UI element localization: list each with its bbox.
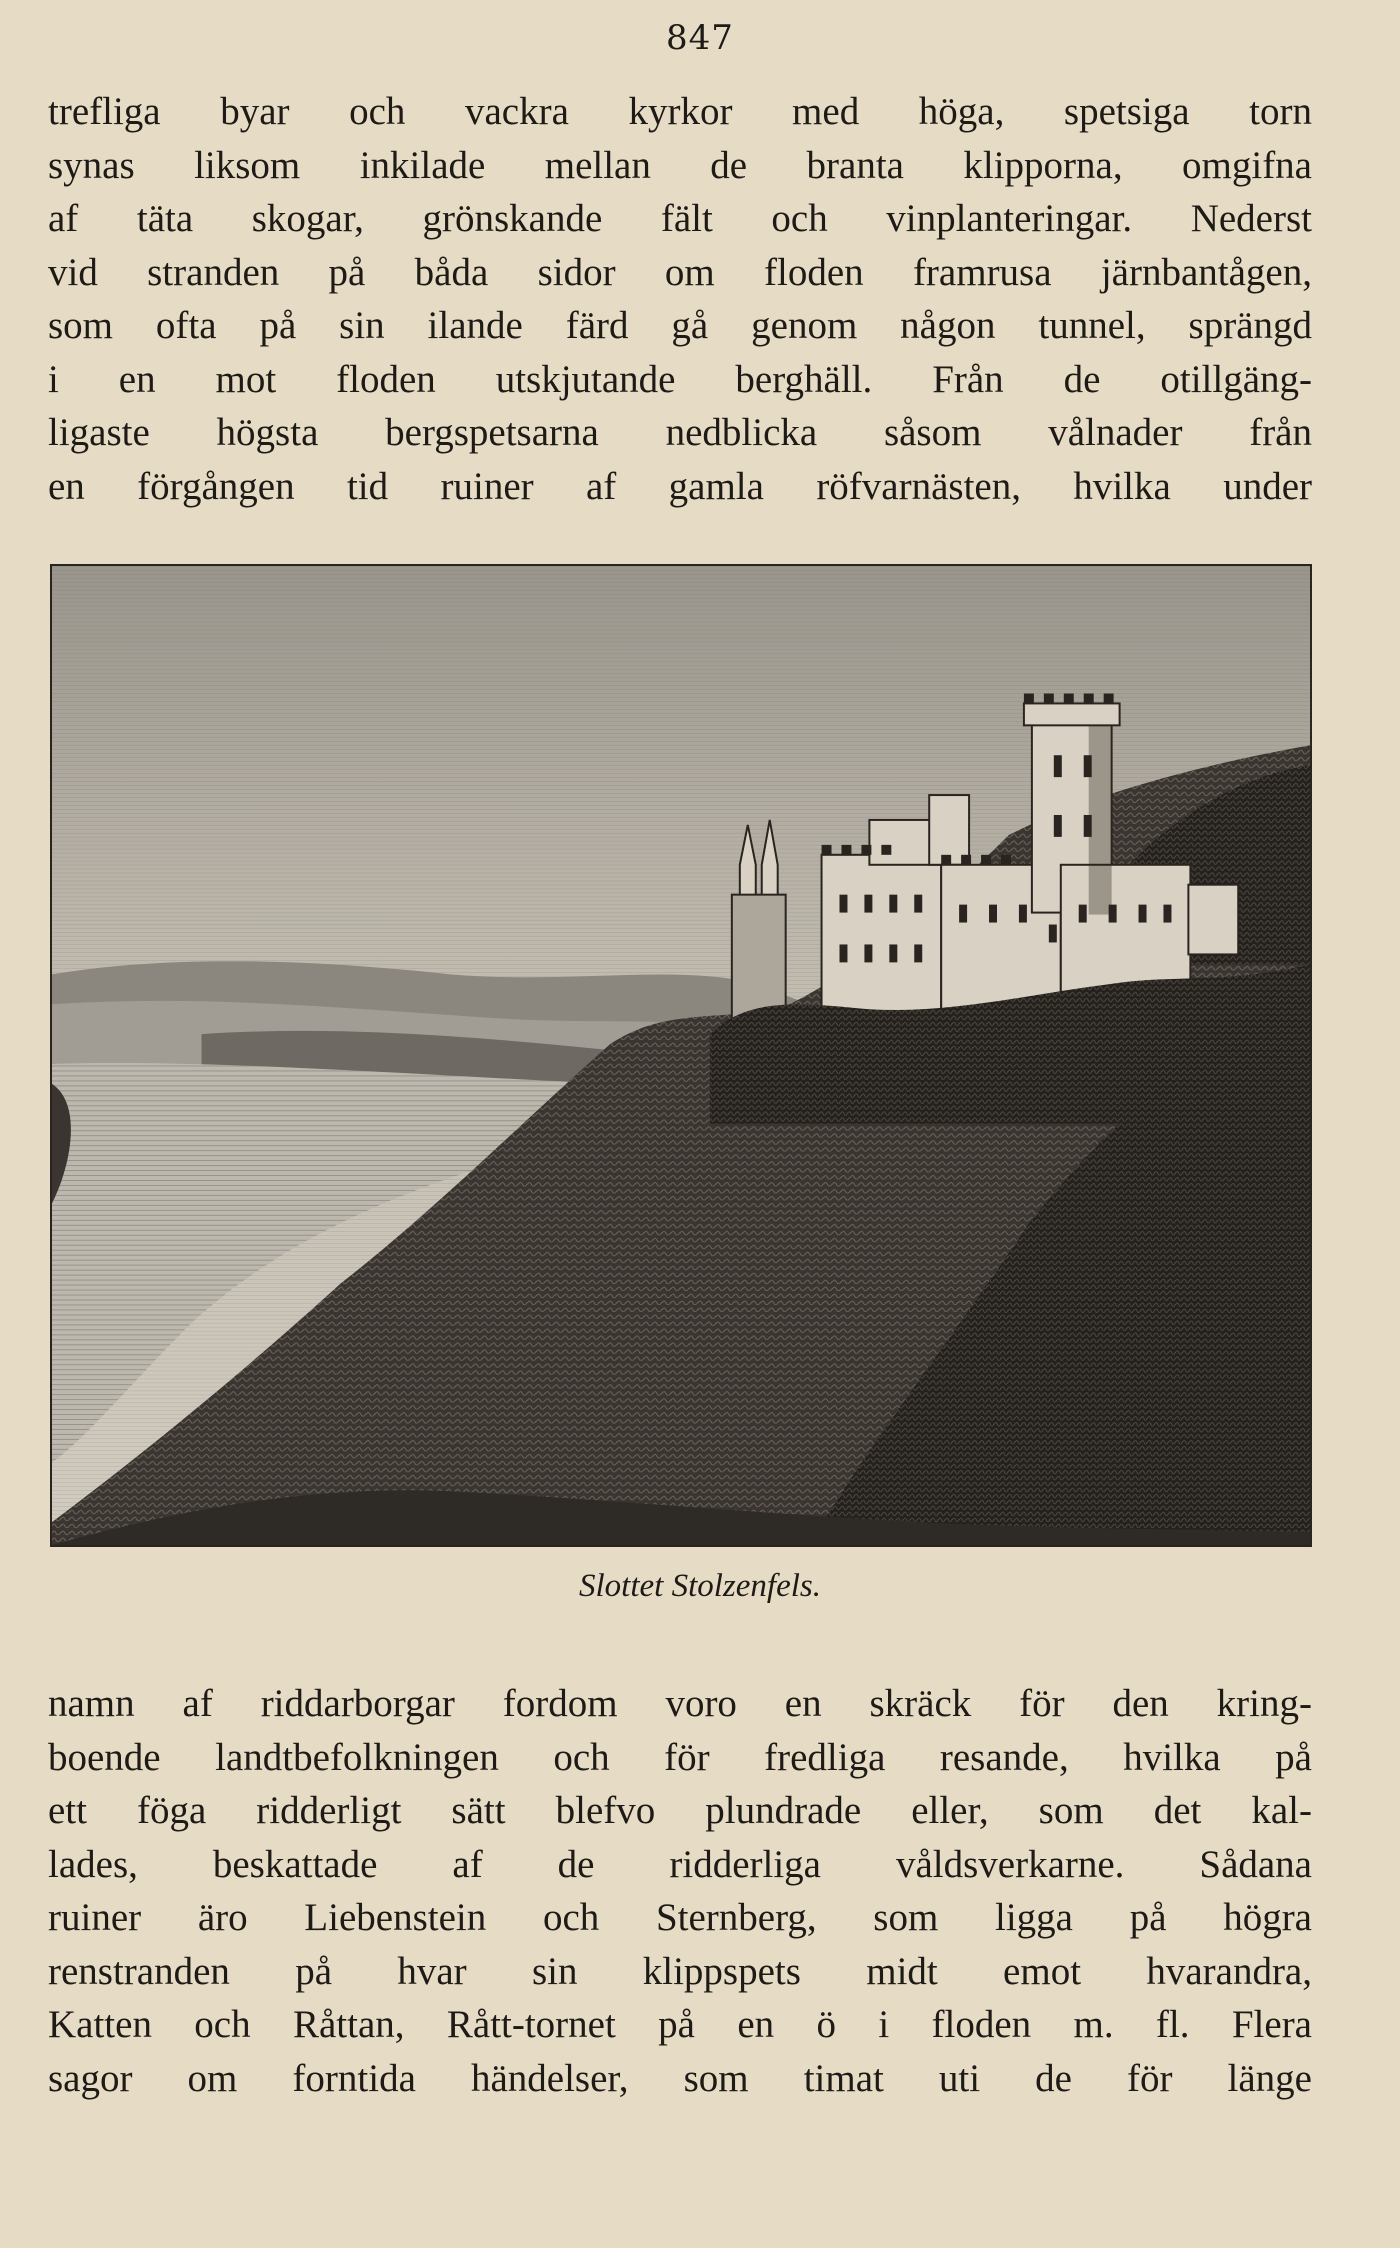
text-line: som ofta på sin ilande färd gå genom någon tunnel, sprängd bbox=[48, 304, 1312, 347]
text-line: ligaste högsta bergspetsarna nedblicka såsom vålnader från bbox=[48, 411, 1312, 454]
text-line: sagor om forntida händelser, som timat uti de för länge bbox=[48, 2056, 1312, 2100]
text-line: ett föga ridderligt sätt blefvo plundrade eller, som det kal- bbox=[48, 1789, 1312, 1832]
text-line: namn af riddarborgar fordom voro en skräck för den kring- bbox=[48, 1682, 1312, 1725]
text-line: renstranden på hvar sin klippspets midt emot hvarandra, bbox=[48, 1949, 1312, 1993]
text-line: vid stranden på båda sidor om floden framrusa järnbantågen, bbox=[48, 250, 1312, 294]
castle-engraving bbox=[50, 564, 1312, 1547]
text-line: Katten och Råttan, Rått-tornet på en ö i floden m. fl. Flera bbox=[48, 2003, 1312, 2046]
text-line: lades, beskattade af de ridderliga våldsverkarne. Sådana bbox=[48, 1842, 1312, 1886]
text-line: trefliga byar och vackra kyrkor med höga, spetsiga torn bbox=[48, 90, 1312, 133]
text-line: ruiner äro Liebenstein och Sternberg, som ligga på högra bbox=[48, 1896, 1312, 1939]
page-number: 847 bbox=[666, 18, 734, 58]
text-line: boende landtbefolkningen och för fredliga resande, hvilka på bbox=[48, 1735, 1312, 1779]
figure-caption: Slottet Stolzenfels. bbox=[579, 1568, 821, 1604]
text-line: en förgången tid ruiner af gamla röfvarnästen, hvilka under bbox=[48, 464, 1312, 508]
engraving-illustration bbox=[52, 566, 1310, 1545]
paragraph-top bbox=[48, 85, 1312, 513]
text-line: i en mot floden utskjutande berghäll. Från de otillgäng- bbox=[48, 357, 1312, 401]
text-line: synas liksom inkilade mellan de branta klipporna, omgifna bbox=[48, 143, 1312, 187]
paragraph-bottom bbox=[48, 1677, 1312, 2105]
text-line: af täta skogar, grönskande fält och vinplanteringar. Nederst bbox=[48, 197, 1312, 240]
